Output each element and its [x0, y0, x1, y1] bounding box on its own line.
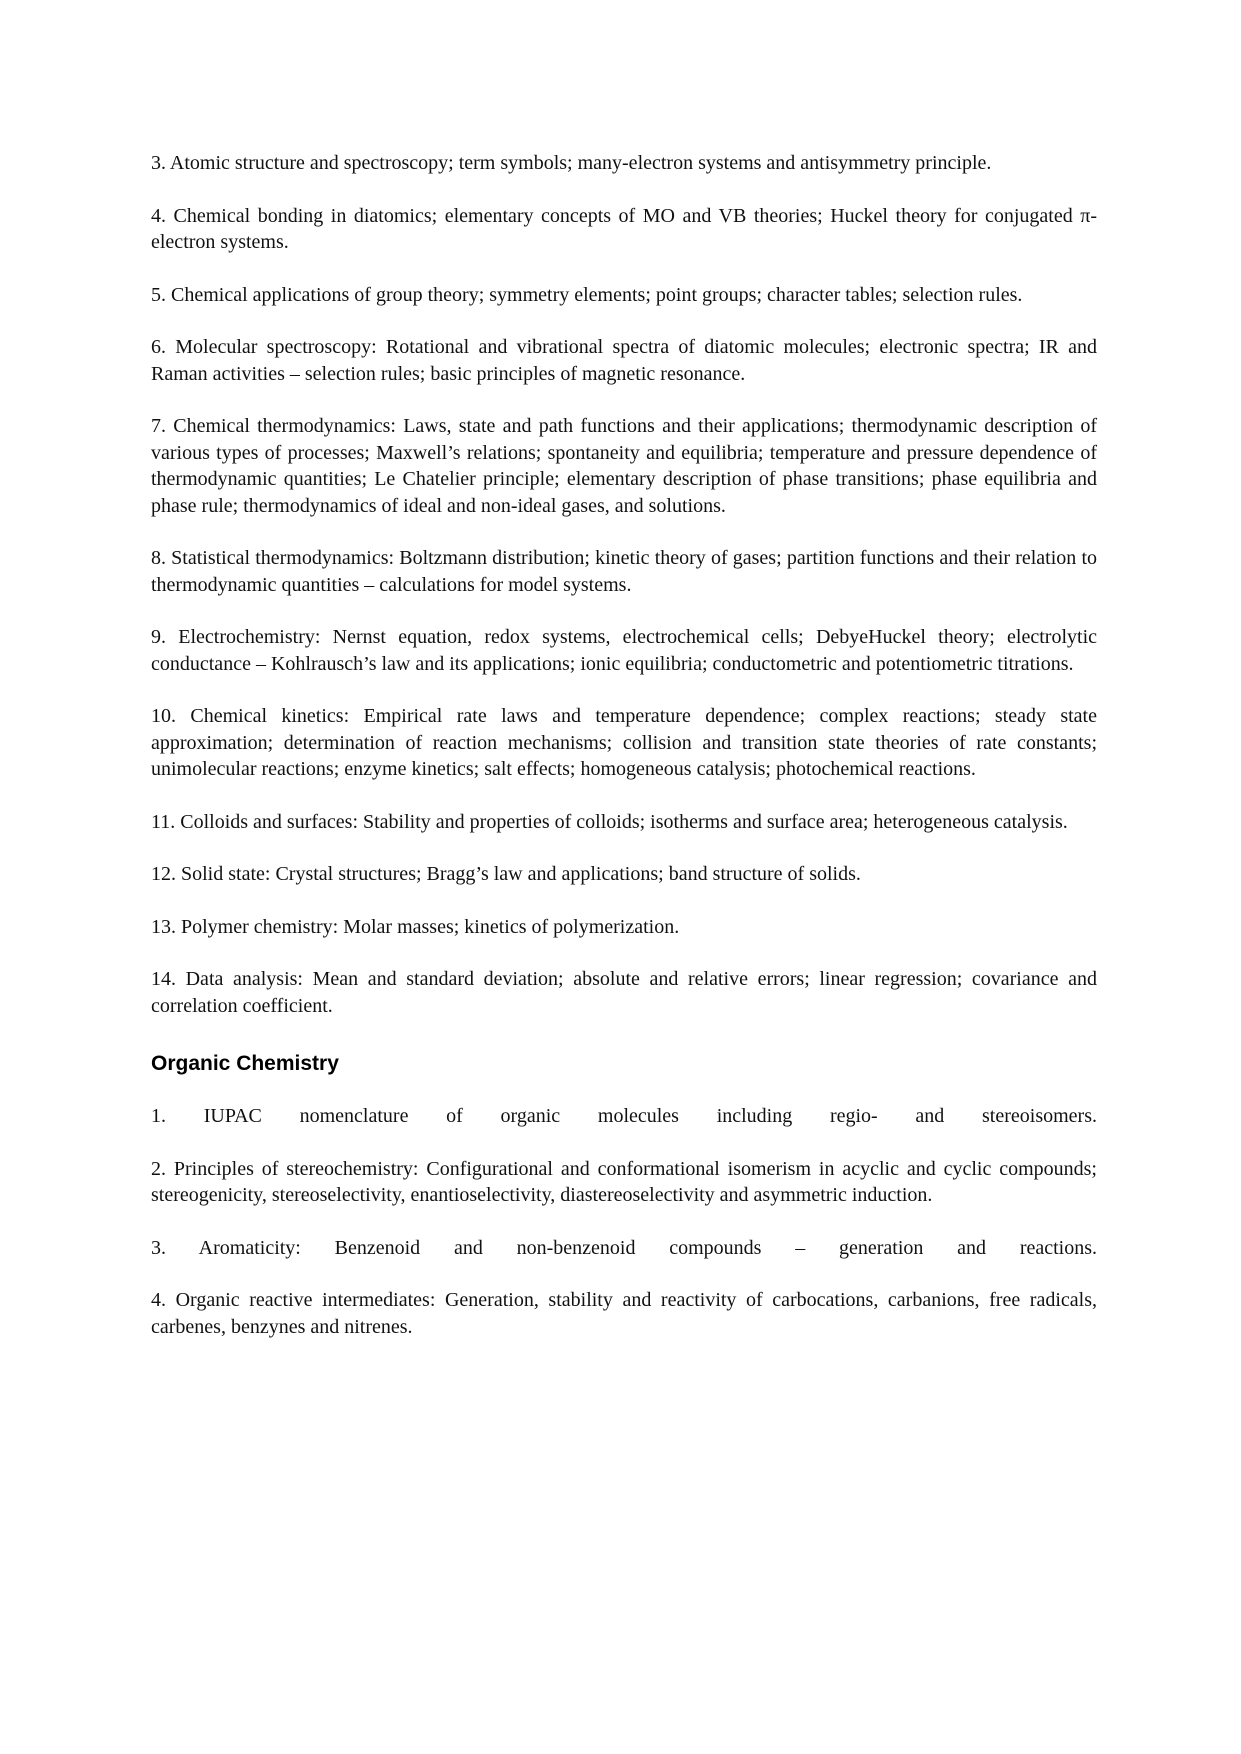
physical-item-13: 13. Polymer chemistry: Molar masses; kinetics of polymerization. — [151, 915, 680, 938]
physical-item-10: 10. Chemical kinetics: Empirical rate laws and temperature dependence; complex reactions; steady state approximation; determination of reaction mechanisms; collision and transition state theories of rate constants; unimolecular reactions; enzyme kinetics; salt effects; homogeneous catalysis; photochemical reactions. — [151, 705, 1097, 780]
physical-item-5: 5. Chemical applications of group theory; symmetry elements; point groups; character tables; selection rules. — [151, 283, 1023, 306]
physical-item-3: 3. Atomic structure and spectroscopy; term symbols; many-electron systems and antisymmetry principle. — [151, 152, 992, 174]
physical-item-11: 11. Colloids and surfaces: Stability and properties of colloids; isotherms and surface area; heterogeneous catalysis. — [151, 810, 1068, 833]
document-page — [151, 150, 1097, 1366]
section-heading-organic-chemistry: Organic Chemistry — [151, 1052, 339, 1075]
physical-item-8: 8. Statistical thermodynamics: Boltzmann distribution; kinetic theory of gases; partition functions and their relation to thermodynamic quantities – calculations for model systems. — [151, 547, 1097, 596]
physical-item-12: 12. Solid state: Crystal structures; Bragg’s law and applications; band structure of solids. — [151, 863, 861, 885]
organic-item-1: 1. IUPAC nomenclature of organic molecules including regio- and stereoisomers. — [151, 1105, 1097, 1127]
physical-item-4: 4. Chemical bonding in diatomics; elementary concepts of MO and VB theories; Huckel theory for conjugated π-electron systems. — [151, 204, 1097, 253]
organic-item-4: 4. Organic reactive intermediates: Generation, stability and reactivity of carbocations, carbanions, free radicals, carbenes, benzynes and nitrenes. — [151, 1289, 1097, 1338]
organic-item-2: 2. Principles of stereochemistry: Configurational and conformational isomerism in acyclic and cyclic compounds; stereogenicity, stereoselectivity, enantioselectivity, diastereoselectivity and asymmetric induction. — [151, 1157, 1097, 1206]
physical-item-7: 7. Chemical thermodynamics: Laws, state and path functions and their applications; thermodynamic description of various types of processes; Maxwell’s relations; spontaneity and equilibria; temperature and pressure dependence of thermodynamic quantities; Le Chatelier principle; elementary description of phase transitions; phase equilibria and phase rule; thermodynamics of ideal and non-ideal gases, and solutions. — [151, 415, 1097, 517]
physical-item-14: 14. Data analysis: Mean and standard deviation; absolute and relative errors; linear regression; covariance and correlation coefficient. — [151, 968, 1097, 1017]
organic-item-3: 3. Aromaticity: Benzenoid and non-benzenoid compounds – generation and reactions. — [151, 1236, 1097, 1259]
physical-item-6: 6. Molecular spectroscopy: Rotational and vibrational spectra of diatomic molecules; electronic spectra; IR and Raman activities – selection rules; basic principles of magnetic resonance. — [151, 336, 1097, 385]
physical-item-9: 9. Electrochemistry: Nernst equation, redox systems, electrochemical cells; DebyeHuckel theory; electrolytic conductance – Kohlrausch’s law and its applications; ionic equilibria; conductometric and potentiometric titrations. — [151, 626, 1097, 675]
